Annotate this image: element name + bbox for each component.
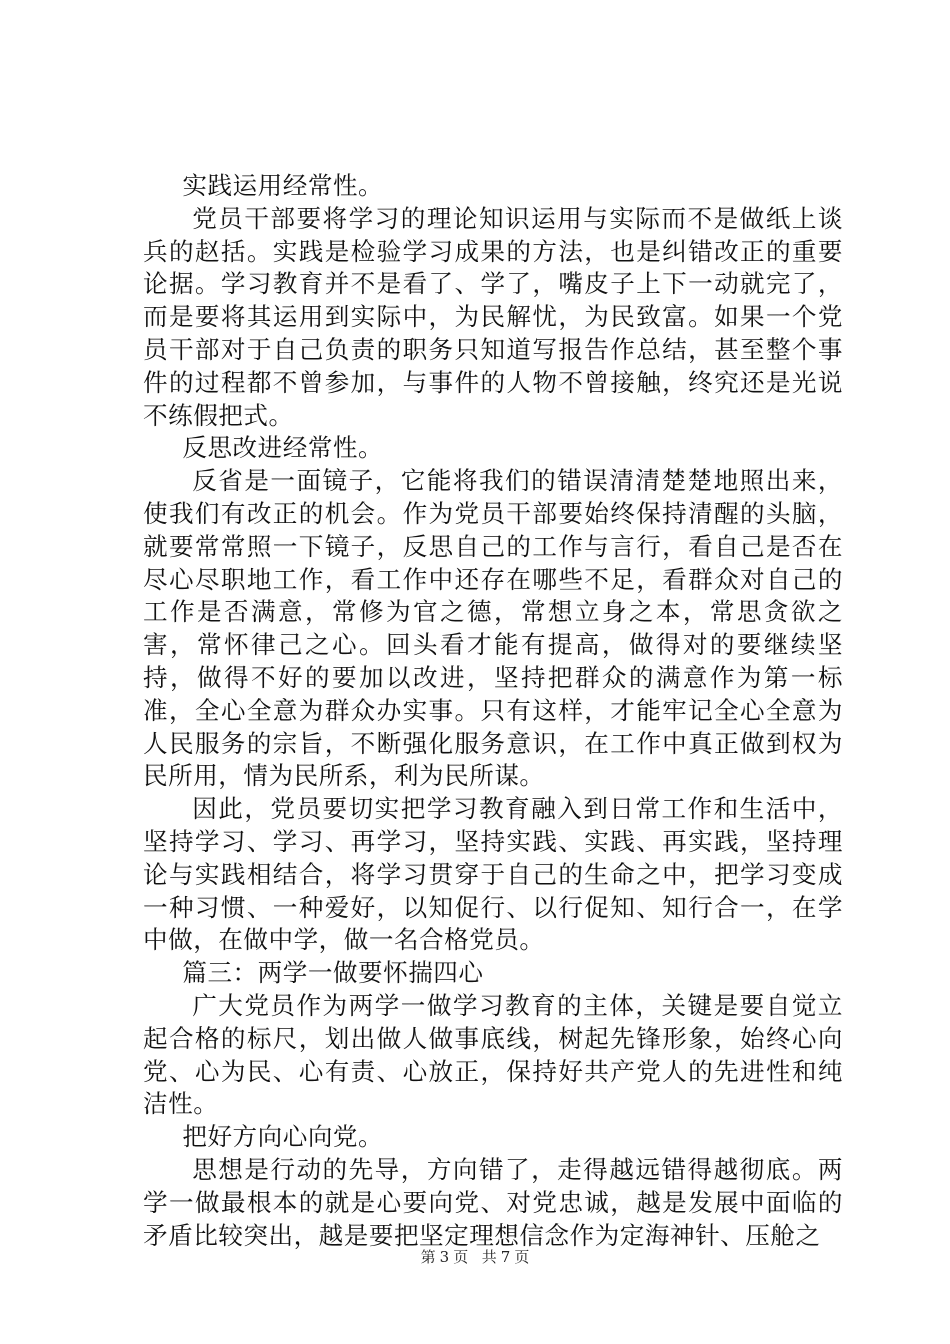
chapter-title-part-three: 篇三：两学一做要怀揣四心 <box>182 958 484 988</box>
section-heading-reflection: 反思改进经常性。 <box>182 433 384 463</box>
paragraph-intro-part-three: 广大党员作为两学一做学习教育的主体，关键是要自觉立起合格的标尺，划出做人做事底线，树起先锋形象，始终心向党、心为民、心有责、心放正，保持好共产党人的先进性和纯洁性。 <box>143 990 843 1119</box>
section-heading-practice: 实践运用经常性。 <box>182 171 384 200</box>
total-prefix: 共 <box>481 1248 497 1266</box>
document-body <box>143 170 843 1252</box>
total-pages: 7 <box>500 1248 511 1266</box>
section-heading-direction: 把好方向心向党。 <box>182 1122 384 1152</box>
paragraph-direction: 思想是行动的先导，方向错了，走得越远错得越彻底。两学一做最根本的就是心要向党、对党忠诚，越是发展中面临的矛盾比较突出，越是要把坚定理想信念作为定海神针、压舱之 <box>143 1154 843 1250</box>
paragraph-practice: 党员干部要将学习的理论知识运用与实际而不是做纸上谈兵的赵括。实践是检验学习成果的方法，也是纠错改正的重要论据。学习教育并不是看了、学了，嘴皮子上下一动就完了，而是要将其运用到实际中，为民解忧，为民致富。如果一个党员干部对于自己负责的职务只知道写报告作总结，甚至整个事件的过程都不曾参加，与事件的人物不曾接触，终究还是光说不练假把式。 <box>143 203 843 430</box>
page-footer <box>0 1246 950 1267</box>
paragraph-conclusion: 因此，党员要切实把学习教育融入到日常工作和生活中，坚持学习、学习、再学习，坚持实践、实践、再实践，坚持理论与实践相结合，将学习贯穿于自己的生命之中，把学习变成一种习惯、一种爱好，以知促行、以行促知、知行合一，在学中做，在做中学，做一名合格党员。 <box>143 794 843 955</box>
page-prefix: 第 <box>420 1248 436 1266</box>
paragraph-reflection: 反省是一面镜子，它能将我们的错误清清楚楚地照出来，使我们有改正的机会。作为党员干部要始终保持清醒的头脑，就要常常照一下镜子，反思自己的工作与言行，看自己是否在尽心尽职地工作，看工作中还存在哪些不足，看群众对自己的工作是否满意，常修为官之德，常想立身之本，常思贪欲之害，常怀律己之心。回头看才能有提高，做得对的要继续坚持，做得不好的要加以改进，坚持把群众的满意作为第一标准，全心全意为群众办实事。只有这样，才能牢记全心全意为人民服务的宗旨，不断强化服务意识，在工作中真正做到权为民所用，情为民所系，利为民所谋。 <box>143 466 843 791</box>
page-suffix: 页 <box>453 1248 469 1266</box>
page-number: 3 <box>439 1248 450 1266</box>
total-suffix: 页 <box>514 1248 530 1266</box>
